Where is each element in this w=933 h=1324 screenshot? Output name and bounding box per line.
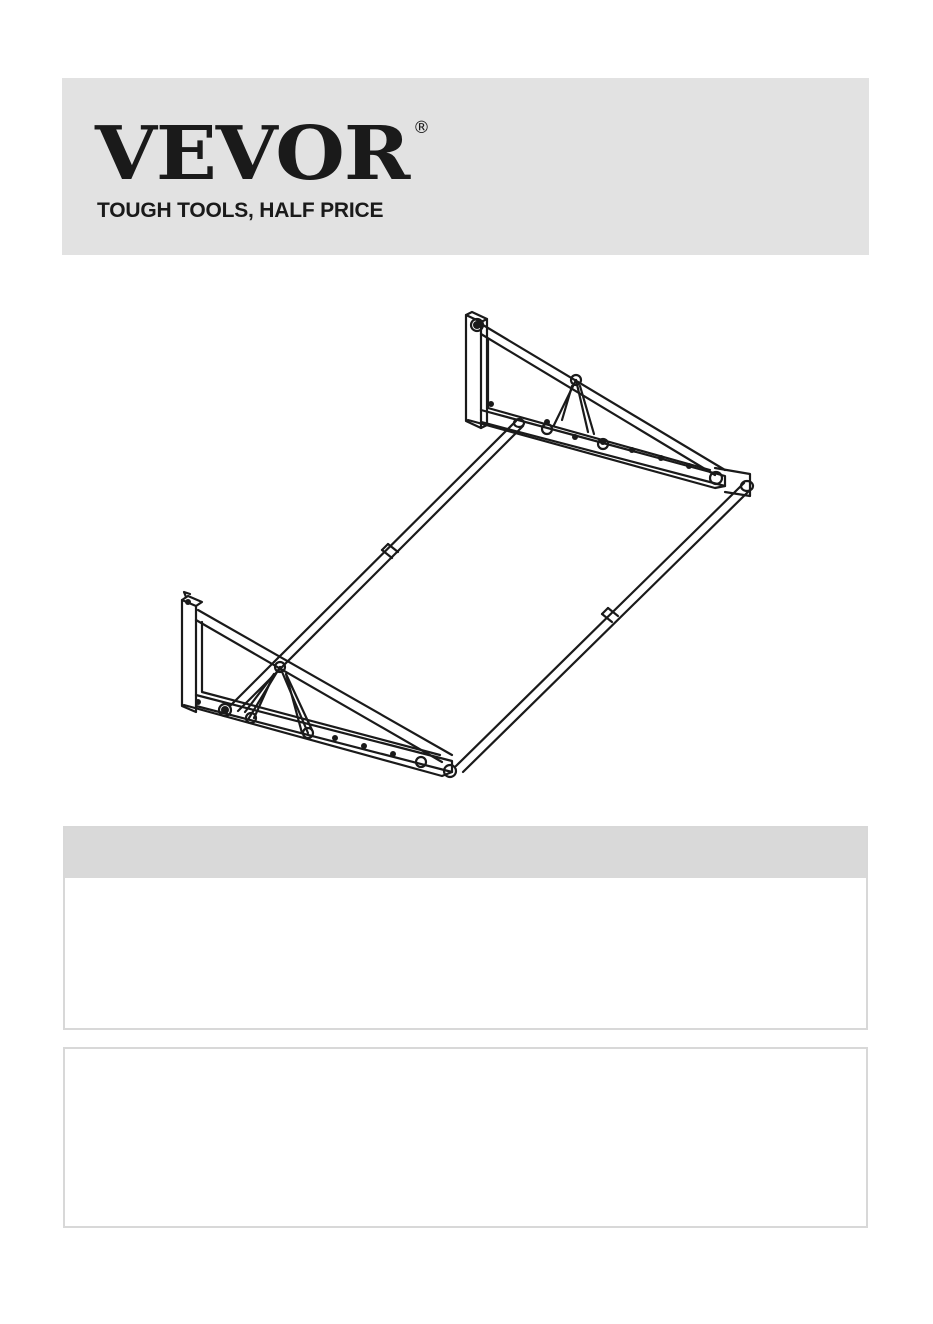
- pull-up-bar-front: [456, 481, 753, 772]
- back-bracket-bolts: [471, 319, 722, 484]
- front-bracket-bolts: [219, 662, 456, 777]
- brand-tagline: TOUGH TOOLS, HALF PRICE: [97, 199, 384, 222]
- registered-trademark-mark: ®: [413, 118, 430, 138]
- pull-up-bar-illustration: [150, 300, 770, 800]
- back-wall-bracket: [466, 312, 750, 496]
- product-title-panel: [63, 826, 868, 1030]
- brand-logo: [95, 111, 435, 197]
- product-info-panel: [63, 1047, 868, 1228]
- brand-wordmark: VEVOR: [95, 111, 410, 197]
- pull-up-bar-drawing: [150, 300, 770, 800]
- product-title-panel-header: [65, 828, 866, 878]
